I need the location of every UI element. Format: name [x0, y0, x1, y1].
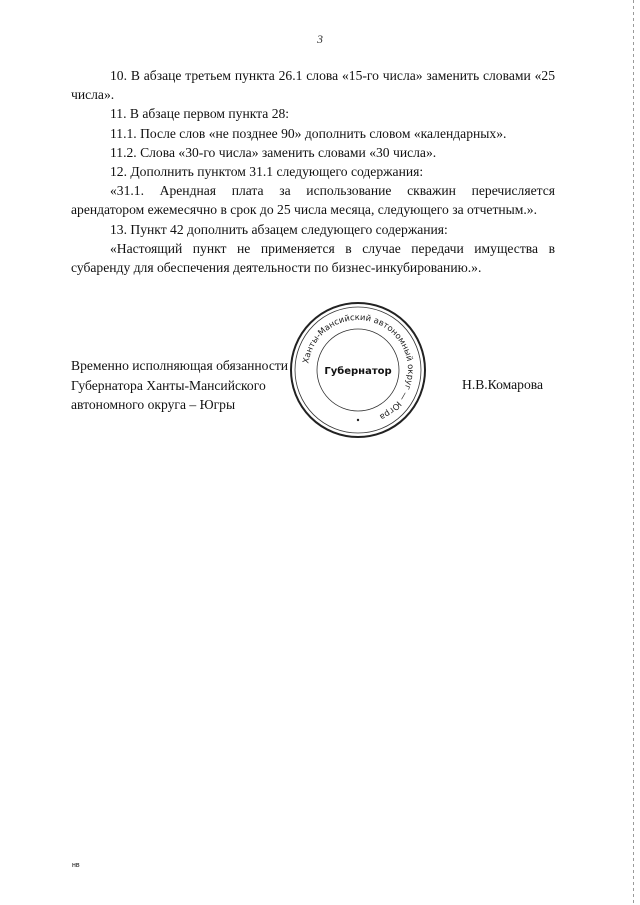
- paragraph-item-11-1: 11.1. После слов «не позднее 90» дополнить словом «календарных».: [110, 125, 507, 141]
- signatory-name: Н.В.Комарова: [462, 377, 544, 392]
- signature-title: [71, 356, 311, 415]
- page-edge-line: [633, 0, 634, 905]
- seal-ring-text: Ханты-Мансийский автономный округ — Югра: [300, 311, 417, 423]
- signature-title-line-3: автономного округа – Югры: [71, 397, 236, 413]
- paragraph-item-12: 12. Дополнить пунктом 31.1 следующего содержания:: [110, 164, 424, 180]
- paragraph-quote-31-1: «31.1. Арендная плата за использование скважин перечисляется арендатором ежемесячно в срок до 25 числа месяца, следующего за отчетным.».: [71, 183, 555, 218]
- paragraph-item-10: 10. В абзаце третьем пункта 26.1 слова «15-го числа» заменить словами «25 числа».: [71, 68, 555, 103]
- page-number: 3: [317, 32, 323, 46]
- signature-title-line-2: Губернатора Ханты-Мансийского: [71, 377, 266, 393]
- executor-initials: нв: [72, 862, 80, 869]
- signature-title-line-1: Временно исполняющая обязанности: [71, 358, 289, 373]
- document-body: [71, 66, 555, 277]
- paragraph-item-11: 11. В абзаце первом пункта 28:: [110, 106, 290, 122]
- paragraph-item-11-2: 11.2. Слова «30-го числа» заменить словами «30 числа».: [110, 144, 437, 160]
- seal-center-text: Губернатор: [324, 366, 392, 377]
- seal-dot-icon: [357, 419, 359, 421]
- paragraph-quote-42: «Настоящий пункт не применяется в случае передачи имущества в субаренду для обеспечения деятельности по бизнес-инкубированию.».: [71, 240, 555, 276]
- paragraph-item-13: 13. Пункт 42 дополнить абзацем следующего содержания:: [110, 221, 448, 237]
